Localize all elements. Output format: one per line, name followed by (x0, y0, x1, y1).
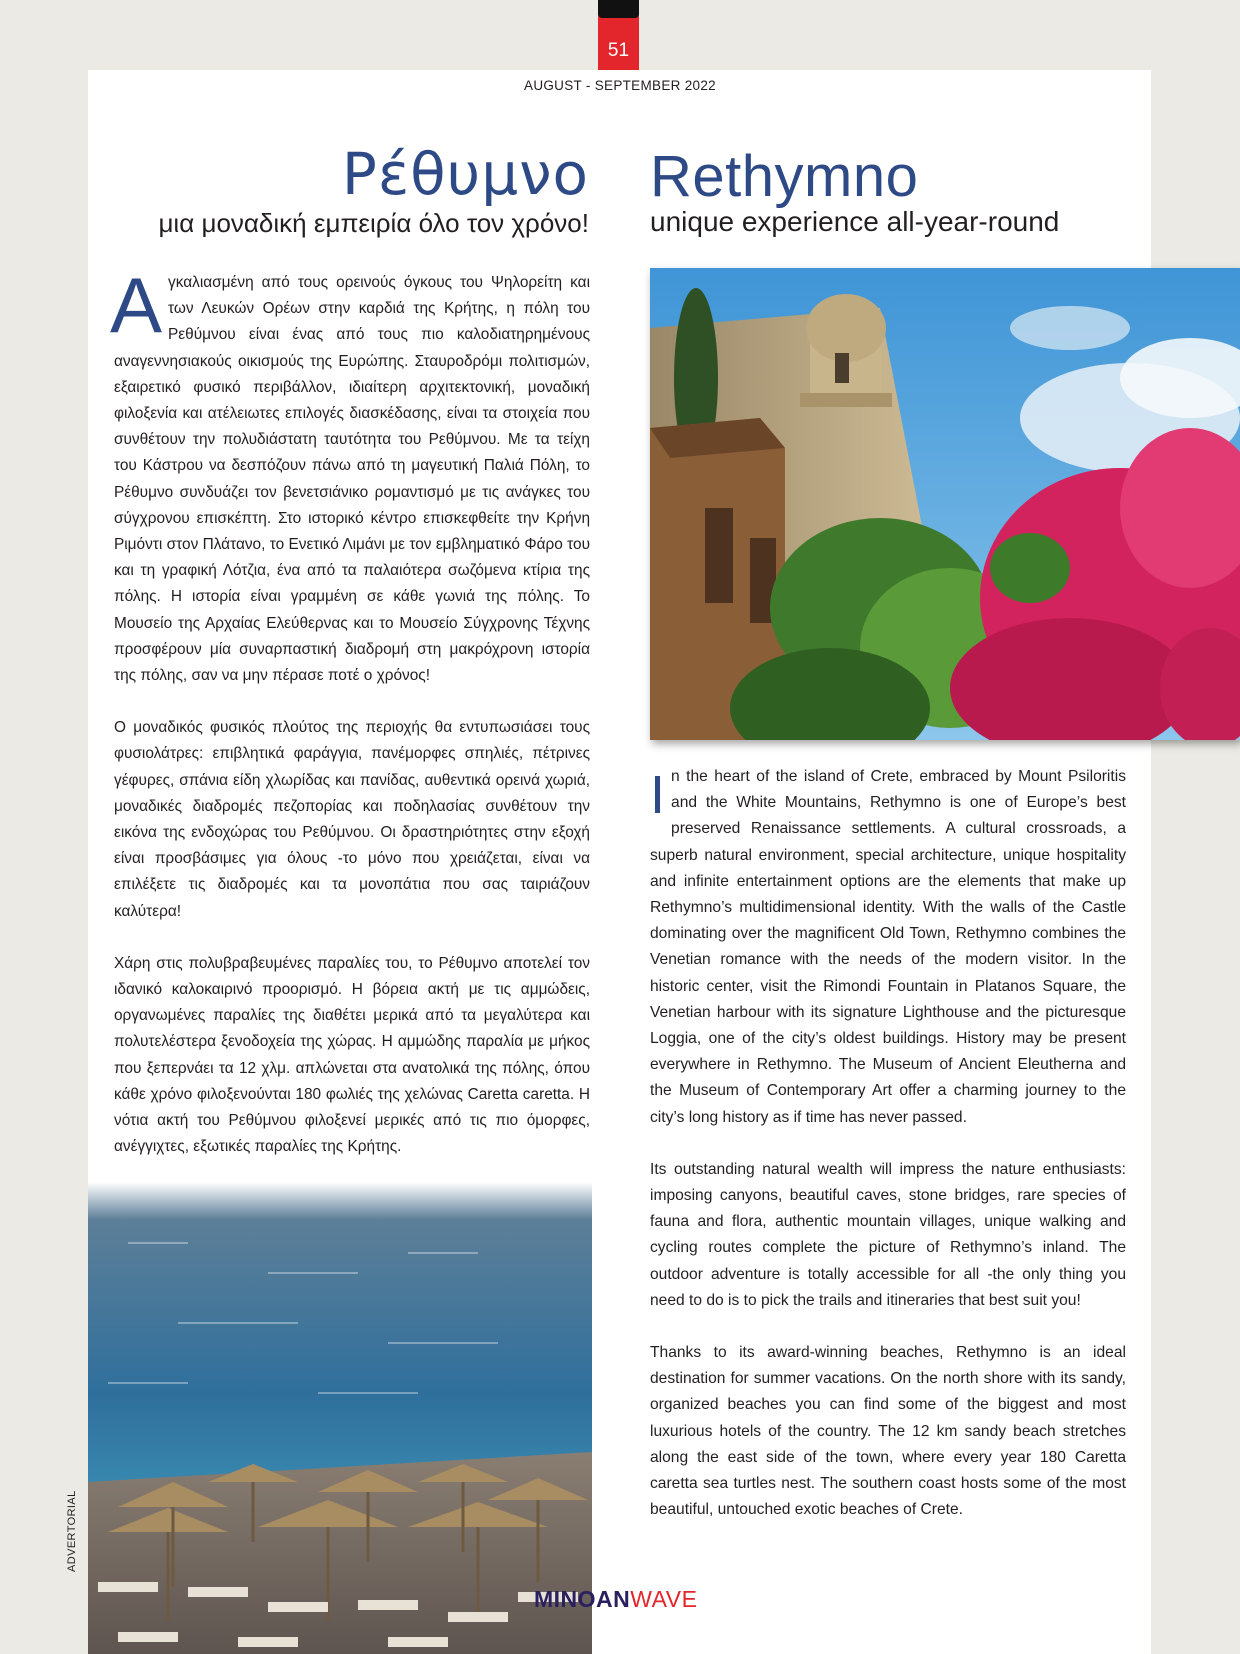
subtitle-english: unique experience all-year-round (650, 206, 1060, 237)
english-article (650, 764, 1126, 1549)
castle-photo (650, 268, 1240, 740)
beach-photo (88, 1182, 592, 1654)
greek-paragraph-2: Ο μοναδικός φυσικός πλούτος της περιοχής θα εντυπωσιάσει τους φυσιολάτρες: επιβλητικά φαράγγια, πανέμορφες σπηλιές, πέτρινες γέφυρες, σπάνια είδη χλωρίδας και πανίδας, αυθεντικά ορεινά χωριά, μοναδικές διαδρομές πεζοπορίας και ποδηλασίας συνθέτουν την εικόνα της ενδοχώρας του Ρεθύμνου. Οι δραστηριότητες στην εξοχή είναι προσβάσιμες για όλους -το μόνο που χρειάζεται, είναι να επιλέξετε τις διαδρομές και τα μονοπάτια που σας ταιριάζουν καλύτερα! (114, 719, 590, 920)
title-greek: Ρέθυμνο (341, 140, 589, 208)
english-paragraph-2: Its outstanding natural wealth will impress the nature enthusiasts: imposing canyons, beautiful caves, stone bridges, rare species of fauna and flora, authentic mountain villages, unique walking and cycling routes complete the picture of Rethymno’s inland. The outdoor adventure is totally accessible for all -the only thing you need to do is to pick the trails and itineraries that best suit you! (650, 1160, 1126, 1309)
english-drop-cap: I (650, 765, 666, 825)
title-english: Rethymno (650, 144, 919, 209)
greek-paragraph-3: Χάρη στις πολυβραβευμένες παραλίες του, το Ρέθυμνο αποτελεί τον ιδανικό καλοκαιρινό προορισμό. Η βόρεια ακτή με τις αμμώδεις, οργανωμένες παραλίες της διαθέτει μερικά από τα μεγαλύτερα και πολυτελέστερα ξενοδοχεία της χώρας. Η αμμώδης παραλία με μήκος που ξεπερνάει τα 12 χλμ. απλώνεται στα ανατολικά της πόλης, όπου κάθε χρόνο φιλοξενούνται 180 φωλιές της χελώνας Caretta caretta. Η νότια ακτή του Ρεθύμνου φιλοξενεί μερικές από τις πιο όμορφες, ανέγγιχτες, εξωτικές παραλίες της Κρήτης. (114, 954, 590, 1156)
greek-paragraph-1-text: γκαλιασμένη από τους ορεινούς όγκους του Ψηλορείτη και των Λευκών Ορέων στην καρδιά της Κρήτης, η πόλη του Ρεθύμνου είναι ένας από τους πιο καλοδιατηρημένους αναγεννησιακούς οικισμούς της Ευρώπης. Σταυροδρόμι πολιτισμών, εξαιρετικό φυσικό περιβάλλον, ιδιαίτερη αρχιτεκτονική, μοναδική φιλοξενία και ατέλειωτες επιλογές διασκέδασης, είναι τα στοιχεία που συνθέτουν την πολυδιάστατη ταυτότητα του Ρεθύμνου. Με τα τείχη του Κάστρου να δεσπόζουν πάνω από τη μαγευτική Παλιά Πόλη, το Ρέθυμνο συνδυάζει τον βενετσιάνικο ρομαντισμό με τις ανάγκες του σύγχρονου επισκέπτη. Στο ιστορικό κέντρο επισκεφθείτε την Κρήνη Ριμόντι στον Πλάτανο, το Ενετικό Λιμάνι με τον εμβληματικό Φάρο του και τη γραφική Λότζια, ένα από τα παλαιότερα σωζόμενα κτίρια της πόλης. Η ιστορία είναι γραμμένη σε κάθε γωνιά της πόλης. Το Μουσείο της Αρχαίας Ελεύθερνας και το Μουσείο Σύγχρονης Τέχνης προσφέρουν μία συναρπαστική διαδρομή στη μακρόχρονη ιστορία της πόλης, σαν να μην πέρασε ποτέ ο χρόνος! (114, 274, 590, 685)
logo-thin-part: WAVE (630, 1586, 698, 1612)
page-number: 51 (607, 40, 630, 61)
greek-paragraph-1 (110, 261, 590, 689)
advertorial-label: ADVERTORIAL (66, 1490, 78, 1572)
issue-date: AUGUST - SEPTEMBER 2022 (524, 78, 716, 93)
english-paragraph-1-text: n the heart of the island of Crete, embraced by Mount Psiloritis and the White Mountains, Rethymno is one of Europe’s best preserved Renaissance settlements. A cultural crossroads, a superb natural environment, special architecture, unique hospitality and infinite entertainment options are the elements that make up Rethymno’s multidimensional identity. With the walls of the Castle dominating over the magnificent Old Town, Rethymno combines the Venetian romance with the needs of the modern visitor. In the historic center, visit the Rimondi Fountain in Platanos Square, the Venetian harbour with its signature Lighthouse and the picturesque Loggia, one of the city’s oldest buildings. History may be present everywhere in Rethymno. The Museum of Ancient Eleutherna and the Museum of Contemporary Art offer a charming journey to the city’s long history as if time has never passed. (650, 768, 1126, 1126)
minoanwave-logo (534, 1586, 697, 1613)
english-paragraph-1 (650, 764, 1126, 1131)
greek-article (110, 261, 590, 1187)
english-paragraph-3: Thanks to its award-winning beaches, Rethymno is an ideal destination for summer vacations. On the north shore with its sandy, organized beaches you can find some of the biggest and most luxurious hotels of the country. The 12 km sandy beach stretches along the east side of the town, where every year 180 Caretta caretta sea turtles nest. The southern coast hosts some of the most beautiful, untouched exotic beaches of Crete. (650, 1344, 1126, 1519)
greek-drop-cap: Α (110, 261, 163, 349)
subtitle-greek: μια μοναδική εμπειρία όλο τον χρόνο! (158, 208, 589, 238)
logo-bold-part: MINOAN (534, 1586, 631, 1612)
page-tab-cap (598, 0, 639, 18)
